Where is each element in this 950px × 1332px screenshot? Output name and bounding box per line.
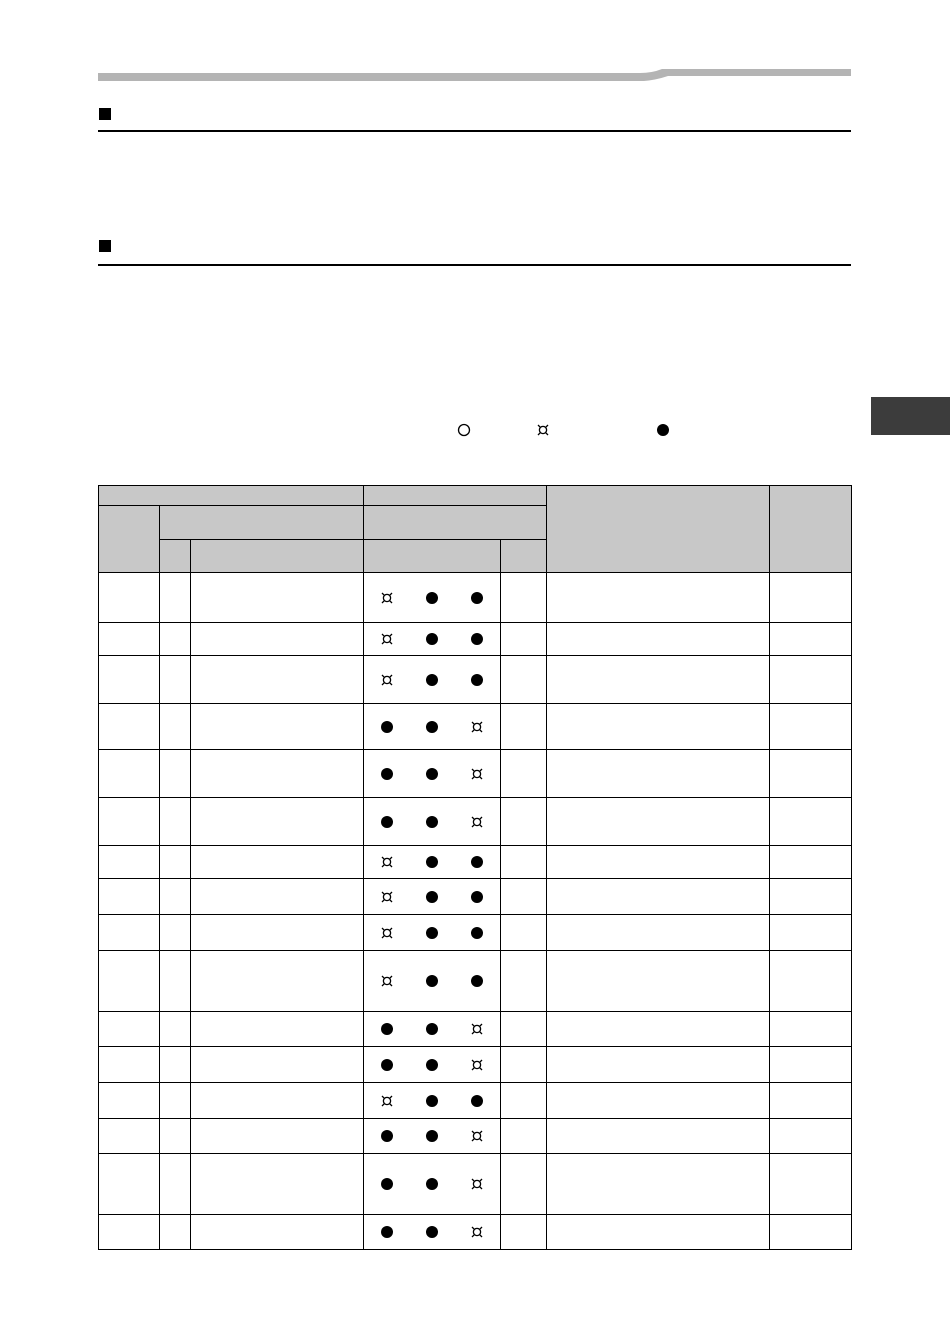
code-cell — [99, 573, 160, 623]
indicator-group — [364, 673, 500, 687]
code-cell — [99, 915, 160, 951]
header-cell-no — [160, 540, 191, 573]
indicator-group — [364, 1129, 500, 1143]
description-cell — [547, 573, 770, 623]
indicator-slot — [364, 855, 409, 869]
indicator-slot — [364, 673, 409, 687]
indicator-slot — [455, 1129, 500, 1143]
indicator-group — [364, 1058, 500, 1072]
lamp-on-icon — [470, 926, 484, 940]
ref-cell — [770, 750, 852, 798]
header-cell-description — [547, 486, 770, 573]
no-cell — [160, 1012, 191, 1047]
no-cell — [160, 1119, 191, 1154]
extra-cell — [501, 798, 547, 846]
extra-cell — [501, 1119, 547, 1154]
name-cell — [191, 704, 364, 750]
ref-cell — [770, 1012, 852, 1047]
lamp-blink-icon — [380, 974, 394, 988]
chapter-tab — [871, 397, 950, 435]
no-cell — [160, 846, 191, 879]
indicator-slot — [364, 1177, 409, 1191]
description-cell — [547, 750, 770, 798]
lamps-cell — [364, 846, 501, 879]
lamp-on-icon — [470, 591, 484, 605]
extra-cell — [501, 915, 547, 951]
lamp-on-icon — [425, 890, 439, 904]
lamp-blink-icon — [380, 673, 394, 687]
lamp-on-icon — [425, 1177, 439, 1191]
lamp-blink-icon — [470, 1225, 484, 1239]
ref-cell — [770, 623, 852, 656]
table-row — [99, 1012, 852, 1047]
indicator-group — [364, 1225, 500, 1239]
lamps-cell — [364, 623, 501, 656]
header-cell-ref — [770, 486, 852, 573]
no-cell — [160, 1083, 191, 1119]
lamps-cell — [364, 1083, 501, 1119]
lamp-on-icon — [425, 926, 439, 940]
lamp-on-icon — [470, 890, 484, 904]
open-circle-icon — [457, 423, 471, 437]
filled-circle-icon — [656, 423, 670, 437]
indicator-slot — [364, 974, 409, 988]
header-cell-lamps — [364, 540, 501, 573]
indicator-slot — [409, 591, 454, 605]
lamps-cell — [364, 1012, 501, 1047]
table-row — [99, 656, 852, 704]
description-cell — [547, 951, 770, 1012]
lamp-on-icon — [470, 855, 484, 869]
section-rule-1 — [98, 130, 851, 132]
extra-cell — [501, 573, 547, 623]
indicator-slot — [455, 1094, 500, 1108]
description-cell — [547, 623, 770, 656]
code-cell — [99, 1154, 160, 1215]
extra-cell — [501, 1047, 547, 1083]
indicator-slot — [455, 767, 500, 781]
table-row — [99, 1083, 852, 1119]
status-table — [98, 485, 852, 1250]
lamp-blink-icon — [470, 1177, 484, 1191]
extra-cell — [501, 656, 547, 704]
description-cell — [547, 846, 770, 879]
name-cell — [191, 1154, 364, 1215]
ref-cell — [770, 879, 852, 915]
description-cell — [547, 704, 770, 750]
code-cell — [99, 1047, 160, 1083]
indicator-slot — [409, 1058, 454, 1072]
lamp-on-icon — [470, 974, 484, 988]
extra-cell — [501, 623, 547, 656]
lamp-blink-icon — [380, 890, 394, 904]
extra-cell — [501, 1012, 547, 1047]
ref-cell — [770, 1047, 852, 1083]
table-row — [99, 951, 852, 1012]
ref-cell — [770, 915, 852, 951]
lamps-cell — [364, 798, 501, 846]
indicator-slot — [409, 720, 454, 734]
indicator-group — [364, 855, 500, 869]
lamp-blink-icon — [380, 855, 394, 869]
description-cell — [547, 915, 770, 951]
indicator-slot — [409, 1225, 454, 1239]
indicator-slot — [364, 632, 409, 646]
indicator-slot — [409, 815, 454, 829]
name-cell — [191, 879, 364, 915]
indicator-slot — [455, 815, 500, 829]
indicator-slot — [409, 767, 454, 781]
lamp-blink-icon — [380, 632, 394, 646]
code-cell — [99, 879, 160, 915]
table-row — [99, 798, 852, 846]
indicator-slot — [455, 632, 500, 646]
lamps-cell — [364, 951, 501, 1012]
indicator-slot — [409, 1094, 454, 1108]
indicator-slot — [364, 591, 409, 605]
extra-cell — [501, 1154, 547, 1215]
table-row — [99, 750, 852, 798]
lamp-on-icon — [425, 855, 439, 869]
code-cell — [99, 623, 160, 656]
lamp-on-icon — [380, 720, 394, 734]
name-cell — [191, 798, 364, 846]
lamp-on-icon — [380, 815, 394, 829]
no-cell — [160, 704, 191, 750]
ref-cell — [770, 704, 852, 750]
ref-cell — [770, 1215, 852, 1250]
ref-cell — [770, 1083, 852, 1119]
description-cell — [547, 1154, 770, 1215]
table-row — [99, 1215, 852, 1250]
no-cell — [160, 1047, 191, 1083]
lamp-on-icon — [380, 1058, 394, 1072]
indicator-group — [364, 974, 500, 988]
table-row — [99, 704, 852, 750]
indicator-slot — [455, 926, 500, 940]
indicator-slot — [455, 720, 500, 734]
description-cell — [547, 1119, 770, 1154]
description-cell — [547, 1047, 770, 1083]
lamp-on-icon — [425, 720, 439, 734]
code-cell — [99, 1119, 160, 1154]
ref-cell — [770, 1119, 852, 1154]
description-cell — [547, 1215, 770, 1250]
indicator-slot — [409, 632, 454, 646]
extra-cell — [501, 1215, 547, 1250]
lamp-on-icon — [380, 1177, 394, 1191]
lamps-cell — [364, 1215, 501, 1250]
indicator-slot — [364, 1022, 409, 1036]
lamp-on-icon — [470, 673, 484, 687]
no-cell — [160, 951, 191, 1012]
name-cell — [191, 750, 364, 798]
name-cell — [191, 915, 364, 951]
indicator-slot — [409, 890, 454, 904]
indicator-group — [364, 890, 500, 904]
extra-cell — [501, 879, 547, 915]
lamp-on-icon — [380, 1129, 394, 1143]
name-cell — [191, 656, 364, 704]
lamp-blink-icon — [380, 1094, 394, 1108]
name-cell — [191, 846, 364, 879]
indicator-slot — [364, 890, 409, 904]
indicator-group — [364, 1177, 500, 1191]
no-cell — [160, 623, 191, 656]
header-cell-name — [191, 540, 364, 573]
table-row — [99, 846, 852, 879]
table-row — [99, 1047, 852, 1083]
indicator-slot — [409, 1022, 454, 1036]
name-cell — [191, 1012, 364, 1047]
lamp-on-icon — [470, 1094, 484, 1108]
lamp-blink-icon — [380, 926, 394, 940]
indicator-group — [364, 815, 500, 829]
indicator-slot — [409, 1177, 454, 1191]
ref-cell — [770, 846, 852, 879]
indicator-slot — [455, 890, 500, 904]
lamp-on-icon — [380, 1225, 394, 1239]
indicator-slot — [455, 855, 500, 869]
lamps-cell — [364, 915, 501, 951]
ref-cell — [770, 798, 852, 846]
lamp-on-icon — [425, 815, 439, 829]
lamp-on-icon — [425, 591, 439, 605]
header-cell-code — [99, 506, 160, 573]
no-cell — [160, 1215, 191, 1250]
no-cell — [160, 879, 191, 915]
indicator-slot — [364, 1058, 409, 1072]
indicator-slot — [409, 1129, 454, 1143]
indicator-slot — [364, 1225, 409, 1239]
code-cell — [99, 951, 160, 1012]
header-cell-subgroup — [160, 506, 364, 540]
no-cell — [160, 656, 191, 704]
indicator-group — [364, 767, 500, 781]
indicator-slot — [364, 720, 409, 734]
lamps-cell — [364, 1154, 501, 1215]
section-rule-2 — [98, 264, 851, 266]
description-cell — [547, 879, 770, 915]
indicator-slot — [455, 1225, 500, 1239]
lamps-cell — [364, 573, 501, 623]
lamp-blink-icon — [380, 591, 394, 605]
table-row — [99, 573, 852, 623]
name-cell — [191, 1083, 364, 1119]
lamp-blink-icon — [470, 1058, 484, 1072]
table-row — [99, 915, 852, 951]
indicator-group — [364, 720, 500, 734]
description-cell — [547, 798, 770, 846]
name-cell — [191, 623, 364, 656]
lamp-blink-icon — [470, 1129, 484, 1143]
name-cell — [191, 573, 364, 623]
section-marker-1 — [99, 108, 111, 120]
lamp-blink-icon — [470, 720, 484, 734]
indicator-slot — [409, 974, 454, 988]
lamp-on-icon — [425, 673, 439, 687]
indicator-slot — [364, 767, 409, 781]
indicator-slot — [364, 1094, 409, 1108]
lamp-on-icon — [425, 974, 439, 988]
description-cell — [547, 656, 770, 704]
lamp-on-icon — [425, 1058, 439, 1072]
indicator-slot — [409, 855, 454, 869]
extra-cell — [501, 1083, 547, 1119]
lamp-on-icon — [470, 632, 484, 646]
code-cell — [99, 846, 160, 879]
ref-cell — [770, 656, 852, 704]
indicator-slot — [455, 591, 500, 605]
table-row — [99, 1154, 852, 1215]
lamp-blink-icon — [470, 767, 484, 781]
no-cell — [160, 573, 191, 623]
extra-cell — [501, 704, 547, 750]
indicator-group — [364, 926, 500, 940]
lamp-on-icon — [380, 1022, 394, 1036]
indicator-slot — [455, 1177, 500, 1191]
indicator-slot — [364, 926, 409, 940]
ref-cell — [770, 573, 852, 623]
indicator-slot — [455, 1058, 500, 1072]
indicator-slot — [455, 974, 500, 988]
no-cell — [160, 750, 191, 798]
table-row — [99, 623, 852, 656]
lamps-cell — [364, 750, 501, 798]
indicator-slot — [364, 1129, 409, 1143]
name-cell — [191, 1215, 364, 1250]
code-cell — [99, 798, 160, 846]
table-row — [99, 879, 852, 915]
lamps-cell — [364, 879, 501, 915]
indicator-slot — [455, 673, 500, 687]
name-cell — [191, 1047, 364, 1083]
lamp-on-icon — [425, 1129, 439, 1143]
header-cell-group-b — [364, 486, 547, 506]
header-band — [0, 0, 950, 90]
code-cell — [99, 1083, 160, 1119]
blinking-sun-icon — [536, 423, 550, 437]
code-cell — [99, 704, 160, 750]
lamps-cell — [364, 1119, 501, 1154]
lamp-on-icon — [425, 1022, 439, 1036]
lamp-on-icon — [425, 1094, 439, 1108]
indicator-group — [364, 632, 500, 646]
code-cell — [99, 750, 160, 798]
description-cell — [547, 1083, 770, 1119]
indicator-slot — [409, 673, 454, 687]
ref-cell — [770, 1154, 852, 1215]
lamp-blink-icon — [470, 1022, 484, 1036]
ref-cell — [770, 951, 852, 1012]
table-row — [99, 1119, 852, 1154]
indicator-group — [364, 1094, 500, 1108]
lamp-on-icon — [425, 1225, 439, 1239]
lamps-cell — [364, 1047, 501, 1083]
section-marker-2 — [99, 240, 111, 252]
header-cell-group-a — [99, 486, 364, 506]
name-cell — [191, 951, 364, 1012]
name-cell — [191, 1119, 364, 1154]
indicator-group — [364, 591, 500, 605]
description-cell — [547, 1012, 770, 1047]
indicator-slot — [409, 926, 454, 940]
lamp-on-icon — [425, 632, 439, 646]
lamps-cell — [364, 704, 501, 750]
header-cell-indicator-group — [364, 506, 547, 540]
indicator-slot — [364, 815, 409, 829]
indicator-group — [364, 1022, 500, 1036]
lamps-cell — [364, 656, 501, 704]
no-cell — [160, 798, 191, 846]
header-cell-extra — [501, 540, 547, 573]
lamp-on-icon — [425, 767, 439, 781]
lamp-on-icon — [380, 767, 394, 781]
no-cell — [160, 915, 191, 951]
code-cell — [99, 1012, 160, 1047]
extra-cell — [501, 750, 547, 798]
code-cell — [99, 1215, 160, 1250]
extra-cell — [501, 951, 547, 1012]
no-cell — [160, 1154, 191, 1215]
lamp-blink-icon — [470, 815, 484, 829]
extra-cell — [501, 846, 547, 879]
indicator-slot — [455, 1022, 500, 1036]
code-cell — [99, 656, 160, 704]
